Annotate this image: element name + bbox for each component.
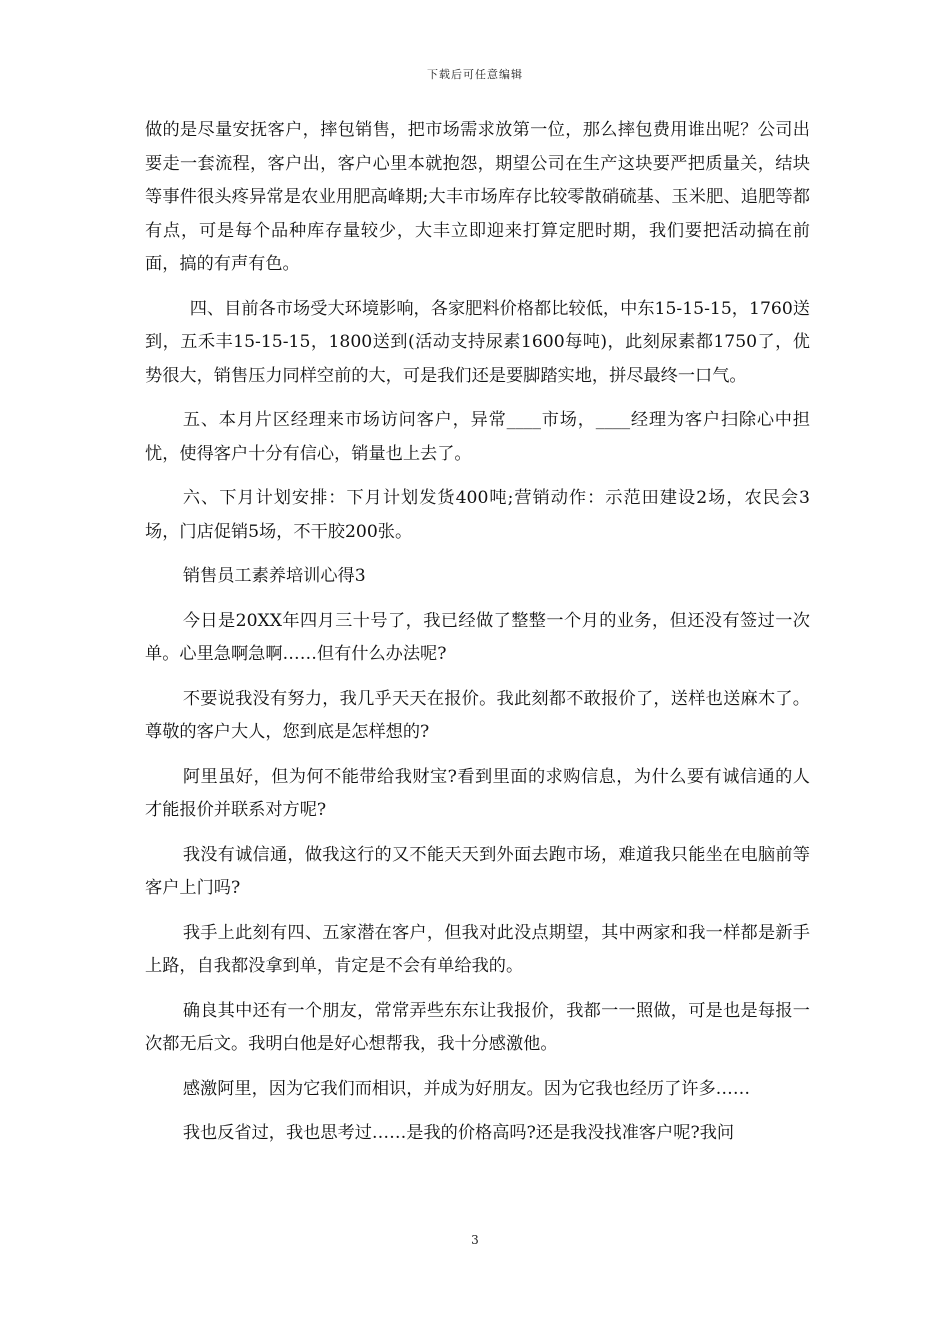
body-paragraph: 四、目前各市场受大环境影响，各家肥料价格都比较低，中东15-15-15，1760送到，五禾丰15-15-15，1800送到(活动支持尿素1600每吨)，此刻尿素都1750了，优势很大，销售压力同样空前的大，可是我们还是要脚踏实地，拼尽最终一口气。: [145, 298, 810, 386]
body-paragraph: 今日是20XX年四月三十号了，我已经做了整整一个月的业务，但还没有签过一次单。心里急啊急啊……但有什么办法呢?: [145, 610, 810, 664]
body-paragraph: 六、下月计划安排：下月计划发货400吨;营销动作：示范田建设2场，农民会3场，门店促销5场，不干胶200张。: [145, 488, 810, 542]
body-paragraph: 我手上此刻有四、五家潜在客户，但我对此没点期望，其中两家和我一样都是新手上路，自我都没拿到单，肯定是不会有单给我的。: [145, 922, 810, 976]
body-paragraph: 五、本月片区经理来市场访问客户，异常____市场，____经理为客户扫除心中担忧，使得客户十分有信心，销量也上去了。: [145, 410, 810, 464]
body-paragraph: 我也反省过，我也思考过……是我的价格高吗?还是我没找准客户呢?我问: [182, 1123, 735, 1143]
page-header: 下载后可任意编辑: [427, 68, 523, 81]
body-paragraph: 我没有诚信通，做我这行的又不能天天到外面去跑市场，难道我只能坐在电脑前等客户上门吗?: [145, 844, 810, 898]
body-paragraph: 感激阿里，因为它我们而相识，并成为好朋友。因为它我也经历了许多……: [182, 1078, 751, 1099]
body-paragraph: 不要说我没有努力，我几乎天天在报价。我此刻都不敢报价了，送样也送麻木了。尊敬的客户大人，您到底是怎样想的?: [145, 688, 810, 742]
document-body: [145, 114, 810, 1151]
section-heading: 销售员工素养培训心得3: [182, 566, 366, 586]
body-paragraph: 确良其中还有一个朋友，常常弄些东东让我报价，我都一一照做，可是也是每报一次都无后文。我明白他是好心想帮我，我十分感激他。: [145, 1000, 810, 1054]
body-paragraph: 阿里虽好，但为何不能带给我财宝?看到里面的求购信息，为什么要有诚信通的人才能报价并联系对方呢?: [145, 766, 810, 820]
page-number: 3: [471, 1233, 479, 1247]
body-paragraph: 做的是尽量安抚客户，摔包销售，把市场需求放第一位，那么摔包费用谁出呢？公司出要走一套流程，客户出，客户心里本就抱怨，期望公司在生产这块要严把质量关，结块等事件很头疼异常是农业用肥高峰期;大丰市场库存比较零散硝硫基、玉米肥、追肥等都有点，可是每个品种库存量较少，大丰立即迎来打算定肥时期，我们要把活动搞在前面，搞的有声有色。: [145, 120, 810, 274]
